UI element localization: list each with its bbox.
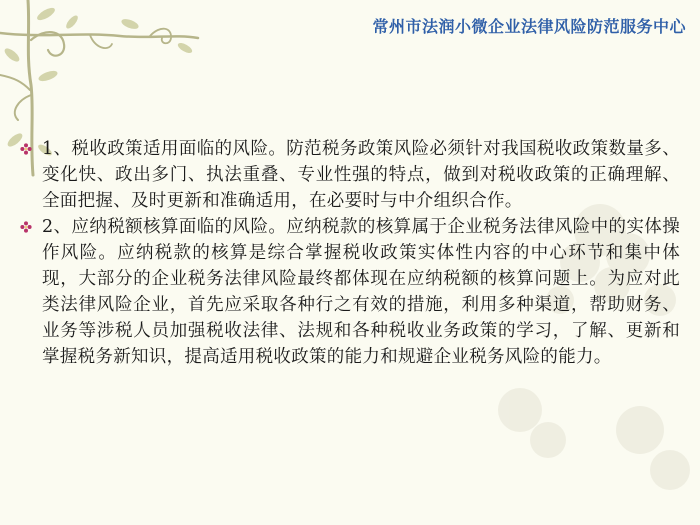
bullet-text: 2、应纳税额核算面临的风险。应纳税款的核算属于企业税务法律风险中的实体操作风险。应纳税款的核算是综合掌握税收政策实体性内容的中心环节和集中体现，大部分的企业税务法律风险最终都体现在应纳税额的核算问题上。为应对此类法律风险企业，首先应采取各种行之有效的措施，利用多种渠道，帮助财务、业务等涉税人员加强税收法律、法规和各种税收业务政策的学习，了解、更新和掌握税务新知识，提高适用税收政策的能力和规避企业税务风险的能力。: [42, 217, 680, 367]
bullet-list: [20, 136, 680, 370]
header-title: 常州市法润小微企业法律风险防范服务中心: [372, 17, 686, 36]
bullet-text: 1、税收政策适用面临的风险。防范税务政策风险必须针对我国税收政策数量多、变化快、政出多门、执法重叠、专业性强的特点，做到对税收政策的正确理解、全面把握、及时更新和准确适用，在必要时与中介组织合作。: [42, 139, 680, 211]
diamond-flower-bullet-icon: [20, 143, 32, 155]
diamond-flower-bullet-icon: [20, 221, 32, 233]
bullet-item-1: [20, 136, 680, 214]
bullet-item-2: [20, 214, 680, 370]
